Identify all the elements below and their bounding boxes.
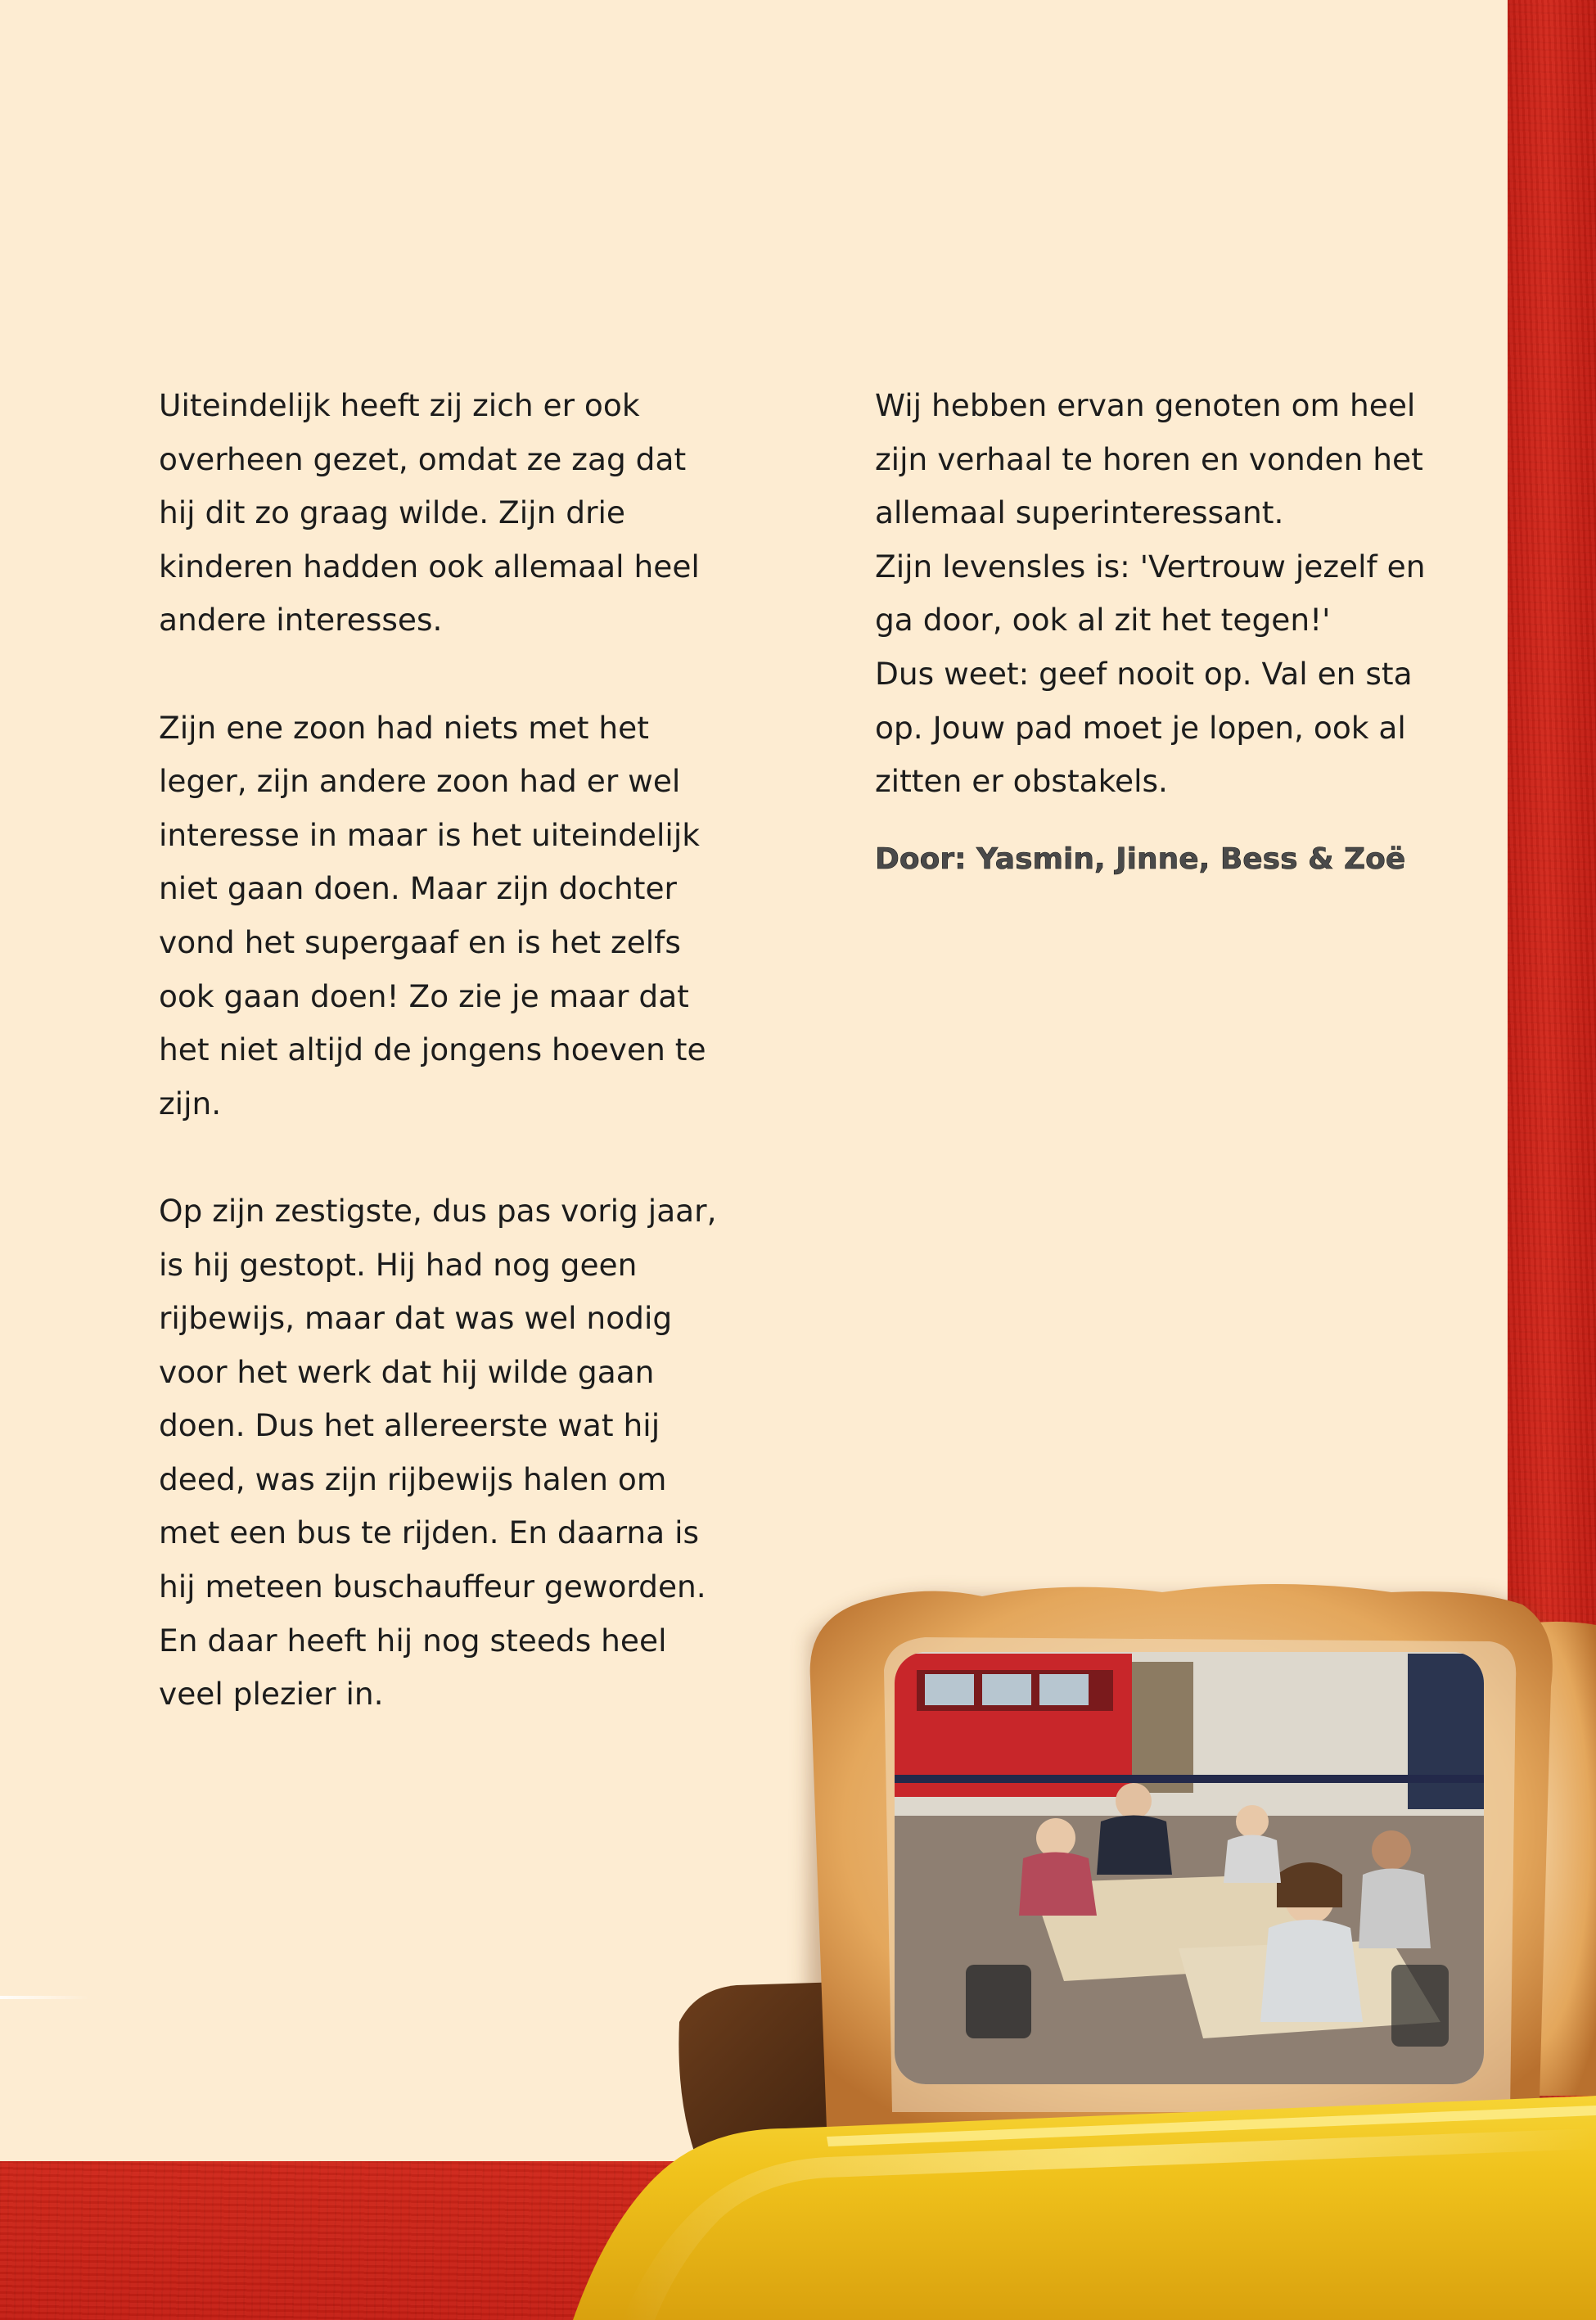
- byline: Door: Yasmin, Jinne, Bess & Zoë: [875, 842, 1406, 876]
- decorative-line: [0, 1996, 90, 1999]
- paragraph-2: Zijn ene zoon had niets met het leger, zijn andere zoon had er wel interesse in maar is het uiteindelijk niet gaan doen. Maar zijn dochter vond het supergaaf en is het zelfs ook gaan doen! Zo zie je maar dat het niet altijd de jongens hoeven te zijn.: [159, 709, 706, 1122]
- paragraph-3: Op zijn zestigste, dus pas vorig jaar, is hij gestopt. Hij had nog geen rijbewijs, maar dat was wel nodig voor het werk dat hij wilde gaan doen. Dus het allereerste wat hij deed, was zijn rijbewijs halen om met een bus te rijden. En daarna is hij meteen buschauffeur geworden. En daar heeft hij nog steeds heel veel plezier in.: [159, 1192, 717, 1713]
- red-floor-band: [0, 2161, 1596, 2320]
- burnt-toast-slice: [679, 1981, 876, 2178]
- closing-line-1: Wij hebben ervan genoten om heel zijn verhaal te horen en vonden het allemaal superinteressant.: [875, 387, 1423, 531]
- closing-line-2: Zijn levensles is: 'Vertrouw jezelf en ga door, ook al zit het tegen!': [875, 548, 1426, 639]
- red-border-stripe: [1508, 0, 1596, 2320]
- right-text-column: [875, 379, 1464, 884]
- closing-line-3: Dus weet: geef nooit op. Val en sta op. Jouw pad moet je lopen, ook al zitten er obstakels.: [875, 655, 1413, 800]
- toast-slice: [810, 1584, 1553, 2128]
- left-text-column: [159, 379, 732, 1722]
- closing-paragraph: [875, 379, 1464, 809]
- paragraph-1: Uiteindelijk heeft zij zich er ook overheen gezet, omdat ze zag dat hij dit zo graag wilde. Zijn drie kinderen hadden ook allemaal heel andere interesses.: [159, 387, 700, 639]
- classroom-photo: [895, 1652, 1484, 2084]
